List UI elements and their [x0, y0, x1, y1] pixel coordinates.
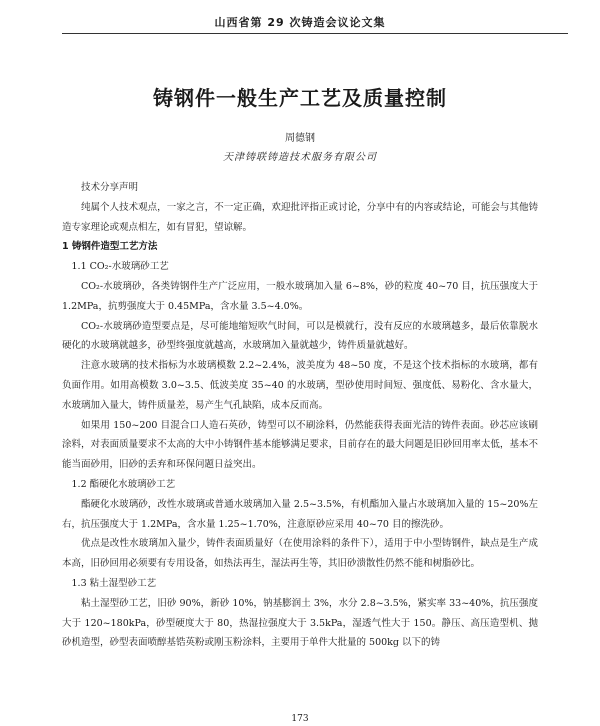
- section-heading: 1 铸钢件造型工艺方法: [62, 241, 158, 253]
- paragraph: 注意水玻璃的技术指标为水玻璃模数 2.2~2.4%，波美度为 48~50 度，不是这个技术指标的水玻璃，都有负面作用。如用高模数 3.0~3.5、低波美度 35~40 的水玻璃，型砂使用时间短、强度低、易粉化、含水量大，水玻璃加入量大，铸件质量差，易产生气孔缺陷，成本反而高。: [62, 360, 538, 411]
- disclaimer-heading: 技术分享声明: [81, 182, 139, 193]
- paragraph: 粘土湿型砂工艺，旧砂 90%，新砂 10%，钠基膨润土 3%，水分 2.8~3.5%，紧实率 33~40%，抗压强度大于 120~180kPa，砂型硬度大于 80，热湿拉强度大于 3.5kPa，湿透气性大于 150。静压、高压造型机、抛砂机造型，砂型表面喷醇基锆英粉或刚玉粉涂料，主要用于单件大批量的 500kg 以下的铸: [62, 597, 538, 649]
- author: 周德钢: [285, 133, 315, 144]
- body-text: [62, 178, 538, 653]
- paragraph: 酯硬化水玻璃砂，改性水玻璃或普通水玻璃加入量 2.5~3.5%，有机酯加入量占水玻璃加入量的 15~20%左右，抗压强度大于 1.2MPa，含水量 1.25~1.70%，注意原砂应采用 40~70 目的擦洗砂。: [62, 498, 538, 530]
- paragraph: CO₂-水玻璃砂造型要点是，尽可能地缩短吹气时间，可以是模就行，没有反应的水玻璃越多，最后依靠脱水硬化的水玻璃就越多，砂型终强度就越高，水玻璃加入量就越少，铸件质量就越好。: [62, 320, 538, 352]
- subsection-heading: 1.1 CO₂-水玻璃砂工艺: [71, 261, 169, 273]
- paragraph: 优点是改性水玻璃加入量少，铸件表面质量好（在使用涂料的条件下），适用于中小型铸钢件，缺点是生产成本高，旧砂回用必须要有专用设备，如热法再生，湿法再生等，其旧砂溃散性仍然不能和树脂砂比。: [62, 538, 538, 570]
- running-header: 山西省第 29 次铸造会议论文集: [214, 16, 386, 29]
- paragraph: 如果用 150~200 目混合口人造石英砂，铸型可以不刷涂料，仍然能获得表面光洁的铸件表面。砂芯应该刷涂料，对表面质量要求不太高的大中小铸钢件基本能够满足要求，目前存在的最大问题是旧砂回用率太低，基本不能当面砂用，旧砂的丢弃和环保问题日益突出。: [62, 419, 538, 471]
- paragraph: CO₂-水玻璃砂，各类铸钢件生产广泛应用，一般水玻璃加入量 6~8%，砂的粒度 40~70 目，抗压强度大于 1.2MPa，抗剪强度大于 0.45MPa，含水量 3.5~4.0%。: [62, 280, 538, 312]
- affiliation: 天津铸联铸造技术服务有限公司: [223, 152, 377, 163]
- header-rule: [62, 33, 568, 34]
- paragraph: 纯属个人技术观点，一家之言，不一定正确，欢迎批评指正或讨论，分享中有的内容或结论，可能会与其他铸造专家理论或观点相左，如有冒犯，望谅解。: [62, 201, 538, 233]
- subsection-heading: 1.2 酯硬化水玻璃砂工艺: [71, 478, 176, 490]
- paper-title: 铸钢件一般生产工艺及质量控制: [153, 86, 447, 110]
- subsection-heading: 1.3 粘土湿型砂工艺: [71, 577, 157, 589]
- page-number: 173: [291, 714, 309, 724]
